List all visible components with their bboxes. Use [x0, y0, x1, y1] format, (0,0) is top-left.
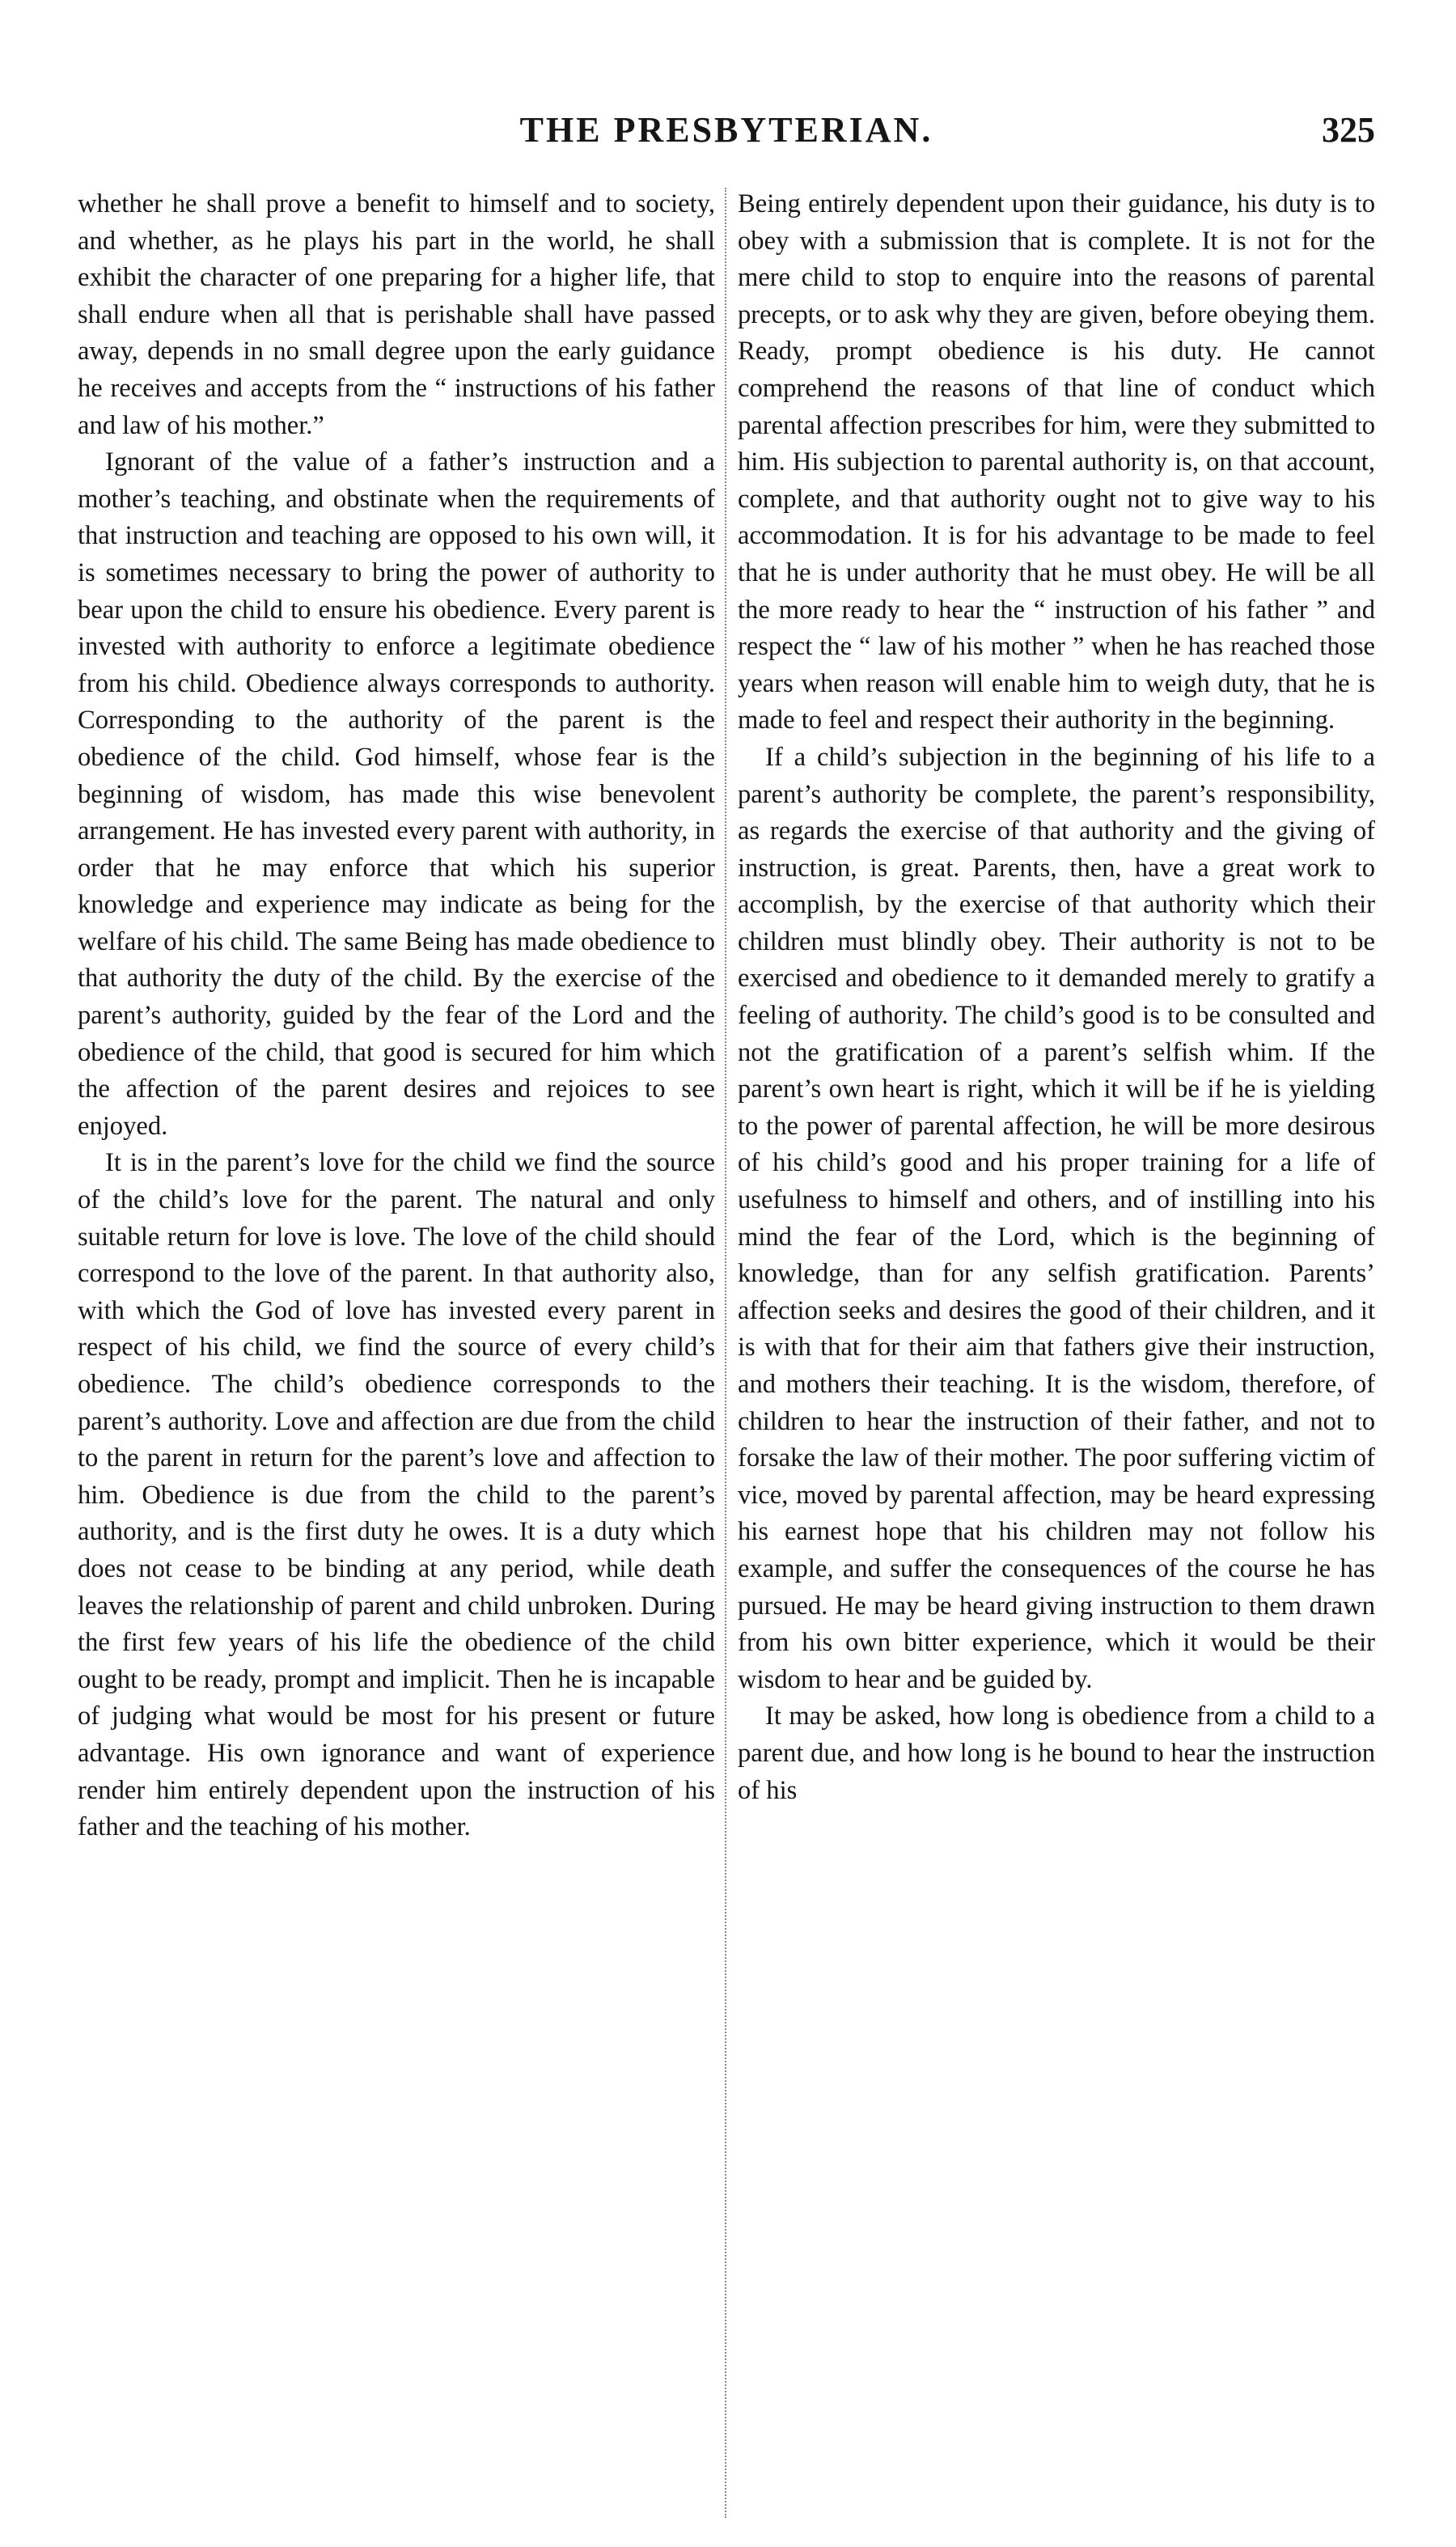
- paragraph: Ignorant of the value of a father’s instruction and a mother’s teaching, and obstinate when the requirements of that instruction and teaching are opposed to his own will, it is sometimes necessary to bring the power of authority to bear upon the child to ensure his obedience. Every parent is invested with authority to enforce a legitimate obedience from his child. Obedience always corresponds to authority. Corresponding to the authority of the parent is the obedience of the child. God himself, whose fear is the beginning of wisdom, has made this wise benevolent arrangement. He has invested every parent with authority, in order that he may enforce that which his superior knowledge and experience may indicate as being for the welfare of his child. The same Being has made obedience to that authority the duty of the child. By the exercise of the parent’s authority, guided by the fear of the Lord and the obedience of the child, that good is secured for him which the affection of the parent desires and rejoices to see enjoyed.: [78, 447, 715, 1141]
- paragraph-continued: whether he shall prove a benefit to himself and to society, and whether, as he plays his part in the world, he shall exhibit the character of one preparing for a higher life, that shall endure when all that is perishable shall have passed away, depends in no small degree upon the early guidance he receives and accepts from the “ instructions of his father and law of his mother.”: [78, 189, 715, 440]
- running-title: THE PRESBYTERIAN.: [519, 110, 933, 150]
- column-divider: [725, 188, 726, 2518]
- running-head: [78, 104, 1375, 157]
- paragraph-continued: Being entirely dependent upon their guidance, his duty is to obey with a submission that is complete. It is not for the mere child to stop to enquire into the reasons of parental precepts, or to ask why they are given, before obeying them. Ready, prompt obedience is his duty. He cannot comprehend the reasons of that line of conduct which parental affection prescribes for him, were they submitted to him. His subjection to parental authority is, on that account, complete, and that authority ought not to give way to his accommodation. It is for his advantage to be made to feel that he is under authority that he must obey. He will be all the more ready to hear the “ instruction of his father ” and respect the “ law of his mother ” when he has reached those years when reason will enable him to weigh duty, that he is made to feel and respect their authority in the beginning.: [738, 189, 1375, 735]
- right-column: [738, 186, 1375, 2516]
- paragraph: It may be asked, how long is obedience from a child to a parent due, and how long is he bound to hear the instruction of his: [738, 1702, 1375, 1805]
- paragraph: If a child’s subjection in the beginning of his life to a parent’s authority be complete, the parent’s responsibility, as regards the exercise of that authority and the giving of instruction, is great. Parents, then, have a great work to accomplish, by the exercise of that authority which their children must blindly obey. Their authority is not to be exercised and obedience to it demanded merely to gratify a feeling of authority. The child’s good is to be consulted and not the gratification of a parent’s selfish whim. If the parent’s own heart is right, which it will be if he is yielding to the power of parental affection, he will be more desirous of his child’s good and his proper training for a life of usefulness to himself and others, and of instilling into his mind the fear of the Lord, which is the beginning of knowledge, than for any selfish gratification. Parents’ affection seeks and desires the good of their children, and it is with that for their aim that fathers give their instruction, and mothers their teaching. It is the wisdom, therefore, of children to hear the instruction of their father, and not to forsake the law of their mother. The poor suffering victim of vice, moved by parental affection, may be heard expressing his earnest hope that his children may not follow his example, and suffer the consequences of the course he has pursued. He may be heard giving instruction to them drawn from his own bitter experience, which it would be their wisdom to hear and be guided by.: [738, 742, 1375, 1694]
- left-column: [78, 186, 715, 2516]
- page-number: 325: [1322, 110, 1375, 150]
- paragraph: It is in the parent’s love for the child we find the source of the child’s love for the parent. The natural and only suitable return for love is love. The love of the child should correspond to the love of the parent. In that authority also, with which the God of love has invested every parent in respect of his child, we find the source of every child’s obedience. The child’s obedience corresponds to the parent’s authority. Love and affection are due from the child to the parent in return for the parent’s love and affection to him. Obedience is due from the child to the parent’s authority, and is the first duty he owes. It is a duty which does not cease to be binding at any period, while death leaves the relationship of parent and child unbroken. During the first few years of his life the obedience of the child ought to be ready, prompt and implicit. Then he is incapable of judging what would be most for his present or future advantage. His own ignorance and want of experience render him entirely dependent upon the instruction of his father and the teaching of his mother.: [78, 1148, 715, 1842]
